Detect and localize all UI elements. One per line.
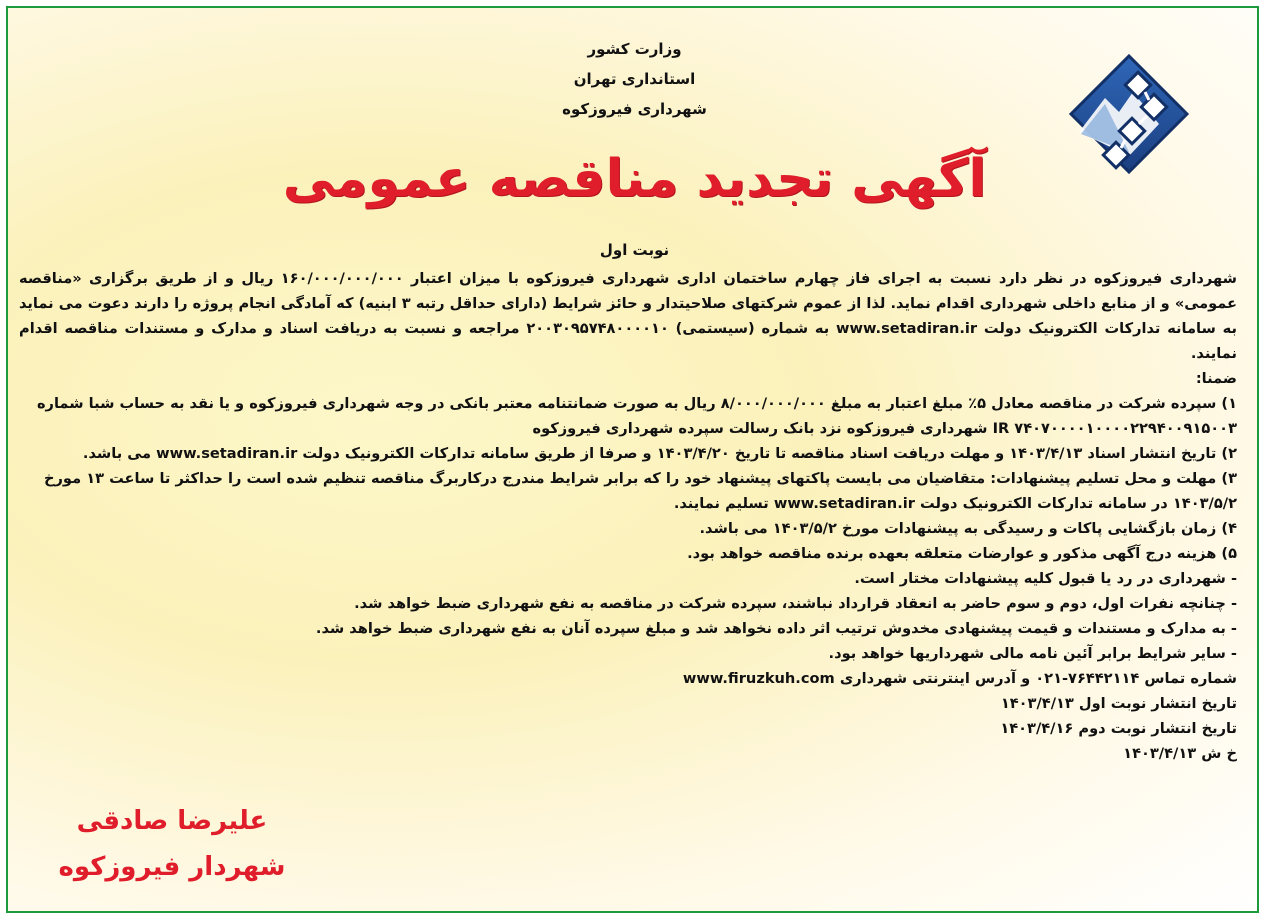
notice-frame xyxy=(6,6,1259,913)
signature-block xyxy=(42,798,302,890)
notice-title: آگهی تجدید مناقصه عمومی xyxy=(282,149,987,209)
also-label: ضمنا: xyxy=(1195,370,1237,387)
ministry-line: وزارت کشور xyxy=(587,40,682,58)
round-label: نوبت اول xyxy=(599,241,670,259)
governorate-line: استانداری تهران xyxy=(573,70,696,88)
publish-date-second: تاریخ انتشار نوبت دوم ۱۴۰۳/۴/۱۶ xyxy=(1000,720,1237,737)
signer-position: شهردار فیروزکوه xyxy=(58,852,286,882)
publish-date-first: تاریخ انتشار نوبت اول ۱۴۰۳/۴/۱۳ xyxy=(1000,695,1237,712)
condition-item-3: ۳) مهلت و محل تسلیم پیشنهادات: متقاضیان می بایست پاکتهای پیشنهاد خود را که برابر شرایط مندرج درکاربرگ مناقصه تنظیم شده است را حداکثر تا ساعت ۱۳ مورخ ۱۴۰۳/۵/۲ در سامانه تدارکات الکترونیک دولت www.setadiran.ir تسلیم نمایند. xyxy=(44,470,1237,512)
note-3: - به مدارک و مستندات و قیمت پیشنهادی مخدوش ترتیب اثر داده نخواهد شد و مبلغ سپرده آنان به نفع شهرداری ضبط خواهد شد. xyxy=(315,620,1237,637)
notice-body xyxy=(19,266,1237,766)
municipality-line: شهرداری فیروزکوه xyxy=(562,100,707,118)
condition-item-2: ۲) تاریخ انتشار اسناد ۱۴۰۳/۴/۱۳ و مهلت دریافت اسناد مناقصه تا تاریخ ۱۴۰۳/۴/۲۰ و صرفا از طریق سامانه تدارکات الکترونیک دولت www.setadiran.ir می باشد. xyxy=(82,445,1237,462)
note-2: - چنانچه نفرات اول، دوم و سوم حاضر به انعقاد قرارداد نباشند، سپرده شرکت در مناقصه به نفع شهرداری ضبط خواهد شد. xyxy=(354,595,1237,612)
intro-paragraph: شهرداری فیروزکوه در نظر دارد نسبت به اجرای فاز چهارم ساختمان اداری شهرداری فیروزکوه با میزان اعتبار ۱۶۰/۰۰۰/۰۰۰/۰۰۰ ریال و از طریق برگزاری «مناقصه عمومی» و از منابع داخلی شهرداری اقدام نماید. لذا از عموم شرکتهای صلاحیتدار و حائز شرایط (دارای حداقل رتبه ۳ ابنیه) که آمادگی انجام پروژه را دارند دعوت می نماید به سامانه تدارکات الکترونیک دولت www.setadiran.ir به شماره (سیستمی) ۲۰۰۳۰۹۵۷۴۸۰۰۰۰۱۰ مراجعه و نسبت به دریافت اسناد و مدارک و مستندات مناقصه اقدام نمایند. xyxy=(19,270,1238,362)
signer-name: علیرضا صادقی xyxy=(76,806,268,836)
condition-item-5: ۵) هزینه درج آگهی مذکور و عوارضات متعلقه بعهده برنده مناقصه خواهد بود. xyxy=(687,545,1237,562)
note-1: - شهرداری در رد یا قبول کلیه پیشنهادات مختار است. xyxy=(854,570,1237,587)
note-4: - سایر شرایط برابر آئین نامه مالی شهرداریها خواهد بود. xyxy=(828,645,1237,662)
condition-item-4: ۴) زمان بازگشایی پاکات و رسیدگی به پیشنهادات مورخ ۱۴۰۳/۵/۲ می باشد. xyxy=(699,520,1237,537)
contact-line: شماره تماس ۷۶۴۴۲۱۱۴-۰۲۱ و آدرس اینترنتی شهرداری www.firuzkuh.com xyxy=(682,670,1237,687)
notice-code: خ ش ۱۴۰۳/۴/۱۳ xyxy=(1123,745,1237,762)
condition-item-1: ۱) سپرده شرکت در مناقصه معادل ۵٪ مبلغ اعتبار به مبلغ ۸/۰۰۰/۰۰۰/۰۰۰ ریال به صورت ضمانتنامه معتبر بانکی در وجه شهرداری فیروزکوه و یا نقد به حساب شبا شماره IR ۷۴۰۷۰۰۰۰۱۰۰۰۰۲۲۹۴۰۰۹۱۵۰۰۳ شهرداری فیروزکوه نزد بانک رسالت سپرده شهرداری فیروزکوه xyxy=(36,395,1237,437)
